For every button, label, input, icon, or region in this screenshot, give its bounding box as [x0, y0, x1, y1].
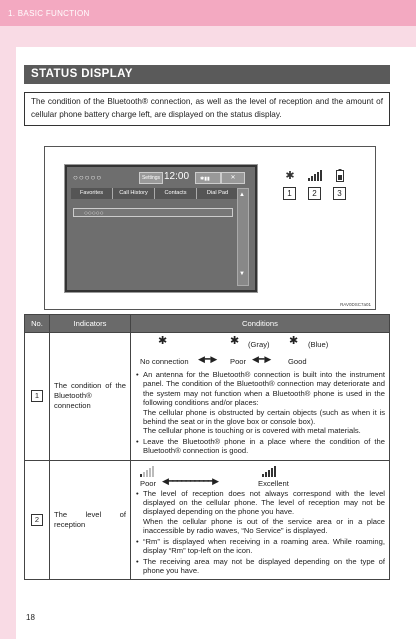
poor-label: Poor [230, 357, 247, 366]
status-icons: ✱▮▮ [200, 176, 210, 182]
screen-status-display [195, 172, 221, 184]
side-strip [0, 0, 16, 639]
gray-label: (Gray) [248, 340, 270, 349]
reception-scale [136, 465, 385, 488]
callout-2: 2 [308, 187, 321, 200]
row-indicator: The condition of the Bluetooth® connection [50, 333, 131, 461]
screen-time: 12:00 [164, 171, 190, 182]
callout-3: 3 [333, 187, 346, 200]
callout-icons [281, 169, 361, 209]
screen-top-bar [71, 171, 249, 185]
excellent-label: Excellent [258, 478, 289, 488]
indicators-table [24, 314, 390, 580]
bluetooth-scale [136, 337, 385, 369]
condition-bullet: • An antenna for the Bluetooth® connection is built into the instrument panel. The condition of the Bluetooth® connection may deteriorate and the system may not function when a Bluetooth® phone is used in the following conditions and/or places: [136, 370, 385, 408]
reception-excellent-icon [262, 465, 278, 479]
row-number [25, 460, 50, 580]
condition-bullet: • Leave the Bluetooth® phone in a place where the condition of the Bluetooth® connection is good. [136, 437, 385, 456]
col-indicators: Indicators [50, 315, 131, 333]
condition-sub: The cellular phone is obstructed by certain objects (such as when it is behind the seat or in the glove box or console box). [143, 407, 385, 427]
row-number [25, 333, 50, 461]
screen-dots: ○○○○○ [73, 173, 103, 182]
bluetooth-off-icon: ✱ [158, 335, 168, 347]
screen-illustration [65, 165, 257, 292]
table-row [25, 333, 390, 461]
poor-label: Poor [140, 478, 157, 488]
row-indicator: The level of reception [50, 460, 131, 580]
condition-bullet: • The receiving area may not be displayed depending on the type of phone you have. [136, 557, 385, 576]
scroll-up-icon: ▲ [239, 192, 245, 198]
row-conditions [131, 460, 390, 580]
screen-close-icon: ✕ [221, 172, 245, 184]
col-no: No. [25, 315, 50, 333]
arrow-icon: ◀━▶ [198, 354, 218, 364]
bluetooth-gray-icon: ✱ [230, 335, 240, 347]
breadcrumb: 1. BASIC FUNCTION [8, 9, 90, 18]
table-row [25, 460, 390, 580]
row-number-box: 2 [31, 514, 43, 526]
row-conditions [131, 333, 390, 461]
screen-field: ○○○○○ [73, 208, 233, 217]
blue-label: (Blue) [308, 340, 329, 349]
good-label: Good [288, 357, 307, 366]
screen-scrollbar [237, 188, 249, 286]
condition-sub: When the cellular phone is out of the service area or in a place inaccessible by radio waves, “No Service” is displayed. [143, 516, 385, 536]
figure-code: RAV0DSC7a01 [340, 302, 371, 307]
screen-tab-favorites: Favorites [71, 188, 113, 199]
intro-box: The condition of the Bluetooth® connection, as well as the level of reception and the amount of cellular phone battery charge left, are displayed on the status display. [24, 92, 390, 126]
bluetooth-icon: ✱ [285, 170, 295, 182]
condition-bullet: • “Rm” is displayed when receiving in a roaming area. While roaming, display “Rm” top-left on the icon. [136, 537, 385, 556]
screen-tabs [71, 188, 239, 199]
no-connection-label: No connection [140, 357, 189, 366]
screen-tab-contacts: Contacts [155, 188, 197, 199]
condition-sub: The cellular phone is touching or is covered with metal materials. [143, 426, 361, 436]
section-title [24, 65, 390, 84]
scroll-down-icon: ▼ [239, 271, 245, 277]
header-bar [0, 0, 416, 26]
screen-tab-dial-pad: Dial Pad [197, 188, 239, 199]
arrow-icon: ◀━▶ [252, 354, 272, 364]
callout-1: 1 [283, 187, 296, 200]
header-band [0, 26, 416, 47]
reception-poor-icon [140, 465, 156, 479]
section-title-text: STATUS DISPLAY [31, 68, 133, 80]
page-number: 18 [26, 613, 35, 622]
bluetooth-blue-icon: ✱ [289, 335, 299, 347]
reception-icon [308, 169, 322, 183]
status-display-figure [44, 146, 376, 310]
screen-tab-call-history: Call History [113, 188, 155, 199]
col-conditions: Conditions [131, 315, 390, 333]
battery-icon [333, 169, 347, 183]
arrow-icon: ◀━━━━━━━━━━▶ [162, 475, 219, 486]
table-header-row [25, 315, 390, 333]
condition-bullet: • The level of reception does not always correspond with the level displayed on the cellular phone. The level of reception may not be displayed depending on the phone you have. [136, 489, 385, 517]
row-number-box: 1 [31, 390, 43, 402]
screen-settings-button: Settings [139, 172, 163, 184]
